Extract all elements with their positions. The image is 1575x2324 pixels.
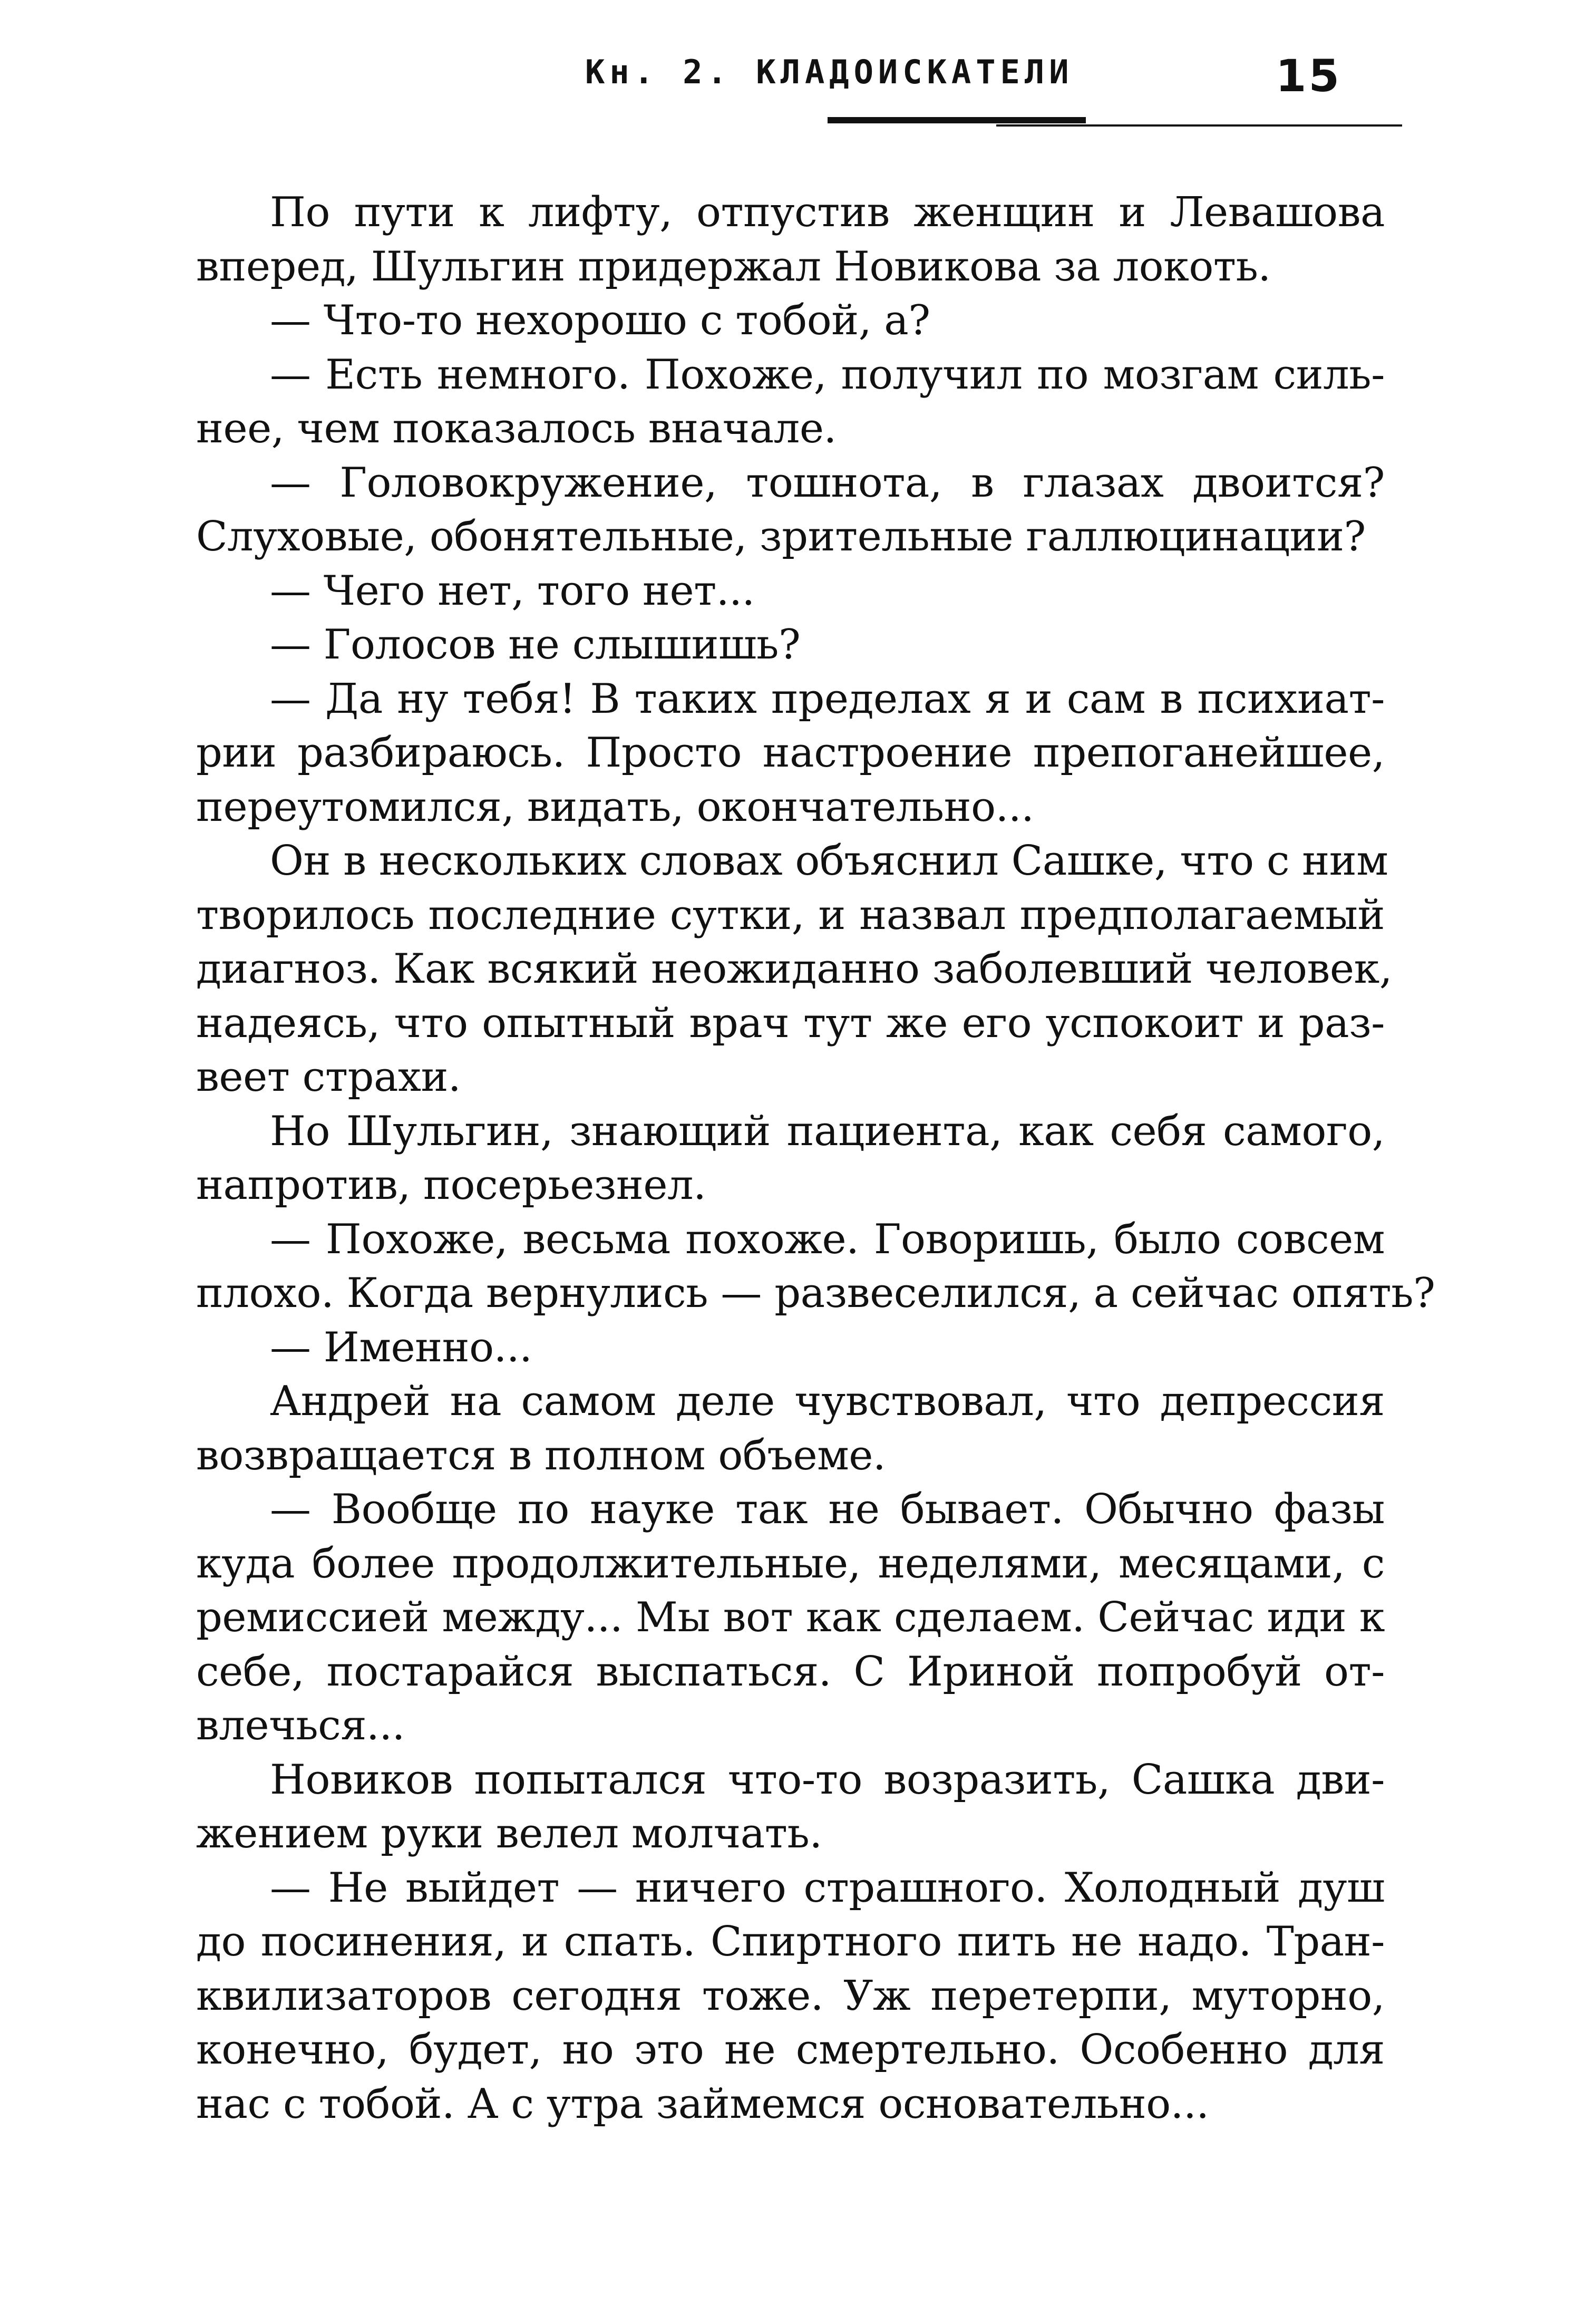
- text-line: ремиссией между... Мы вот как сделаем. Сейчас иди к: [196, 1594, 1385, 1641]
- text-line: Он в нескольких словах объяснил Сашке, что с ним: [270, 837, 1388, 885]
- text-line: Слуховые, обонятельные, зрительные галлюцинации?: [196, 513, 1366, 560]
- text-line: надеясь, что опытный врач тут же его успокоит и раз-: [196, 999, 1385, 1047]
- body-text: [196, 186, 1435, 2131]
- text-line: — Именно...: [270, 1323, 532, 1371]
- text-line: По пути к лифту, отпустив женщин и Левашова: [270, 189, 1385, 236]
- text-line: нас с тобой. А с утра займемся основательно...: [196, 2080, 1209, 2128]
- text-line: напротив, посерьезнел.: [196, 1161, 706, 1209]
- text-line: — Чего нет, того нет...: [270, 567, 755, 615]
- text-line: до посинения, и спать. Спиртного пить не надо. Тран-: [196, 1918, 1385, 1965]
- text-line: жением руки велел молчать.: [196, 1810, 822, 1857]
- text-line: конечно, будет, но это не смертельно. Особенно для: [196, 2026, 1385, 2074]
- text-line: возвращается в полном объеме.: [196, 1431, 886, 1479]
- text-line: Андрей на самом деле чувствовал, что депрессия: [270, 1378, 1385, 1425]
- text-line: рии разбираюсь. Просто настроение препоганейшее,: [196, 729, 1385, 777]
- text-line: — Головокружение, тошнота, в глазах двоится?: [270, 459, 1385, 507]
- page-number: 15: [1276, 50, 1341, 102]
- text-line: творилось последние сутки, и назвал предполагаемый: [196, 891, 1385, 939]
- text-line: куда более продолжительные, неделями, месяцами, с: [196, 1539, 1385, 1587]
- text-line: переутомился, видать, окончательно...: [196, 783, 1034, 831]
- text-line: влечься...: [196, 1702, 405, 1749]
- text-line: Но Шульгин, знающий пациента, как себя самого,: [270, 1107, 1385, 1155]
- text-line: себе, постарайся выспаться. С Ириной попробуй от-: [196, 1648, 1385, 1696]
- text-line: квилизаторов сегодня тоже. Уж перетерпи, муторно,: [196, 1972, 1385, 2020]
- text-line: — Похоже, весьма похоже. Говоришь, было совсем: [270, 1215, 1385, 1263]
- text-line: — Да ну тебя! В таких пределах я и сам в психиат-: [270, 675, 1385, 723]
- text-line: — Есть немного. Похоже, получил по мозгам силь-: [270, 351, 1385, 399]
- text-line: — Вообще по науке так не бывает. Обычно фазы: [270, 1486, 1385, 1533]
- header-rule-thin: [996, 124, 1402, 127]
- text-line: вперед, Шульгин придержал Новикова за локоть.: [196, 243, 1271, 290]
- running-head: Кн. 2. КЛАДОИСКАТЕЛИ: [585, 53, 1074, 91]
- text-line: — Что-то нехорошо с тобой, а?: [270, 297, 930, 344]
- text-line: — Голосов не слышишь?: [270, 621, 801, 669]
- text-line: Новиков попытался что-то возразить, Сашка дви-: [270, 1756, 1385, 1804]
- text-line: нее, чем показалось вначале.: [196, 405, 837, 452]
- header-rule-thick: [828, 117, 1086, 123]
- text-line: — Не выйдет — ничего страшного. Холодный душ: [270, 1864, 1385, 1912]
- text-line: диагноз. Как всякий неожиданно заболевший человек,: [196, 945, 1393, 993]
- text-line: веет страхи.: [196, 1053, 461, 1101]
- text-line: плохо. Когда вернулись — развеселился, а сейчас опять?: [196, 1270, 1435, 1317]
